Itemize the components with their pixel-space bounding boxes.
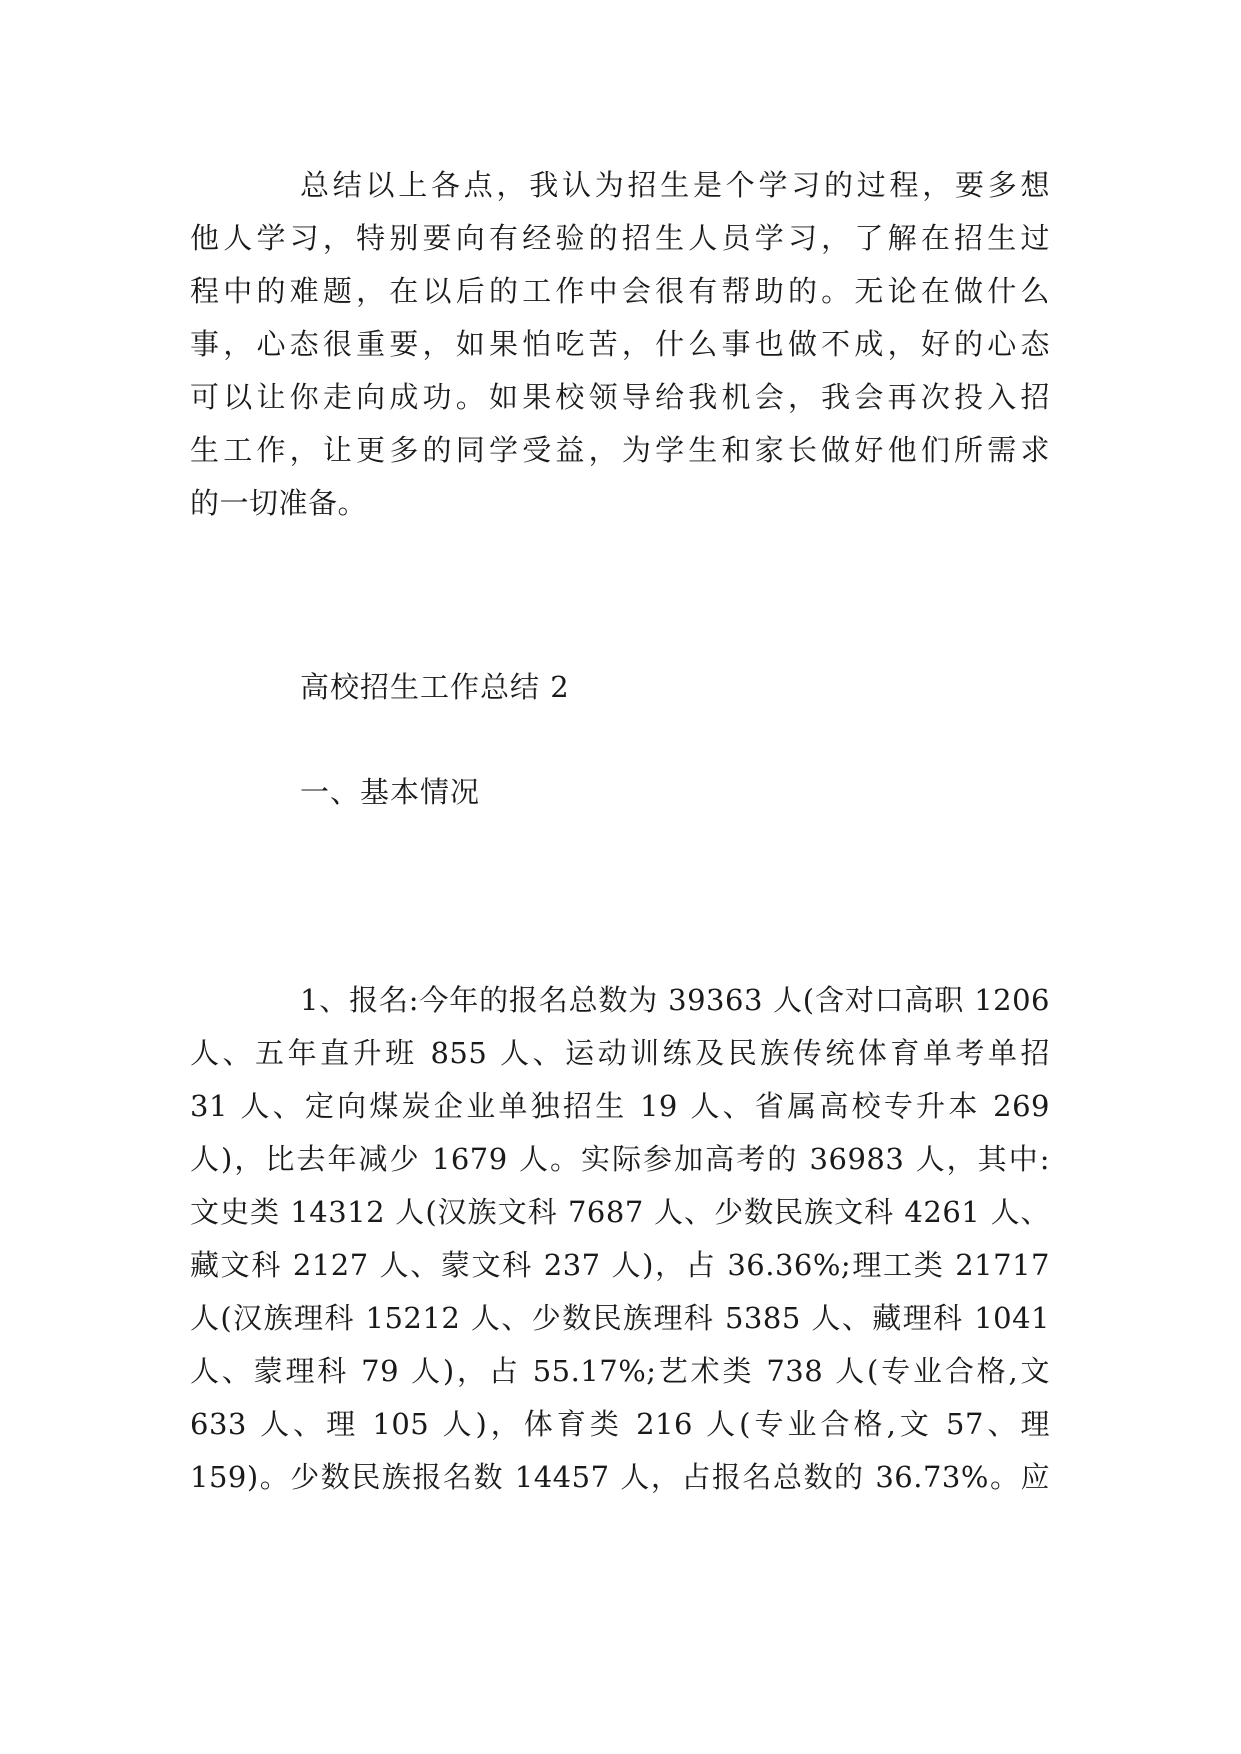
subsection-title: 一、基本情况 [300, 775, 481, 809]
paragraph2-line-4: 人)，比去年减少 1679 人。实际参加高考的 36983 人，其中: [190, 1142, 1050, 1176]
paragraph2-line-10: 159)。少数民族报名数 14457 人，占报名总数的 36.73%。应 [190, 1460, 1050, 1494]
paragraph2-line-3: 31 人、定向煤炭企业单独招生 19 人、省属高校专升本 269 [190, 1089, 1050, 1123]
paragraph1-line-4: 事，心态很重要，如果怕吃苦，什么事也做不成，好的心态 [190, 327, 1050, 361]
paragraph1-line-6: 生工作，让更多的同学受益，为学生和家长做好他们所需求 [190, 433, 1050, 467]
paragraph1-line-7: 的一切准备。 [190, 486, 368, 520]
paragraph2-line-5: 文史类 14312 人(汉族文科 7687 人、少数民族文科 4261 人、 [190, 1195, 1050, 1229]
paragraph1-line-5: 可以让你走向成功。如果校领导给我机会，我会再次投入招 [190, 380, 1050, 414]
paragraph2-line-9: 633 人、理 105 人)，体育类 216 人(专业合格,文 57、理 [190, 1407, 1050, 1441]
paragraph2-line-6: 藏文科 2127 人、蒙文科 237 人)，占 36.36%;理工类 21717 [190, 1248, 1050, 1282]
paragraph2-line-7: 人(汉族理科 15212 人、少数民族理科 5385 人、藏理科 1041 [190, 1301, 1050, 1335]
paragraph1-line-3: 程中的难题，在以后的工作中会很有帮助的。无论在做什么 [190, 274, 1050, 308]
section-title: 高校招生工作总结 2 [300, 670, 570, 704]
paragraph2-line-1: 1、报名:今年的报名总数为 39363 人(含对口高职 1206 [300, 983, 1050, 1017]
paragraph1-line-2: 他人学习，特别要向有经验的招生人员学习，了解在招生过 [190, 221, 1050, 255]
paragraph2-line-8: 人、蒙理科 79 人)，占 55.17%;艺术类 738 人(专业合格,文 [190, 1354, 1050, 1388]
paragraph2-line-2: 人、五年直升班 855 人、运动训练及民族传统体育单考单招 [190, 1036, 1050, 1070]
paragraph1-line-1: 总结以上各点，我认为招生是个学习的过程，要多想 [300, 168, 1050, 202]
